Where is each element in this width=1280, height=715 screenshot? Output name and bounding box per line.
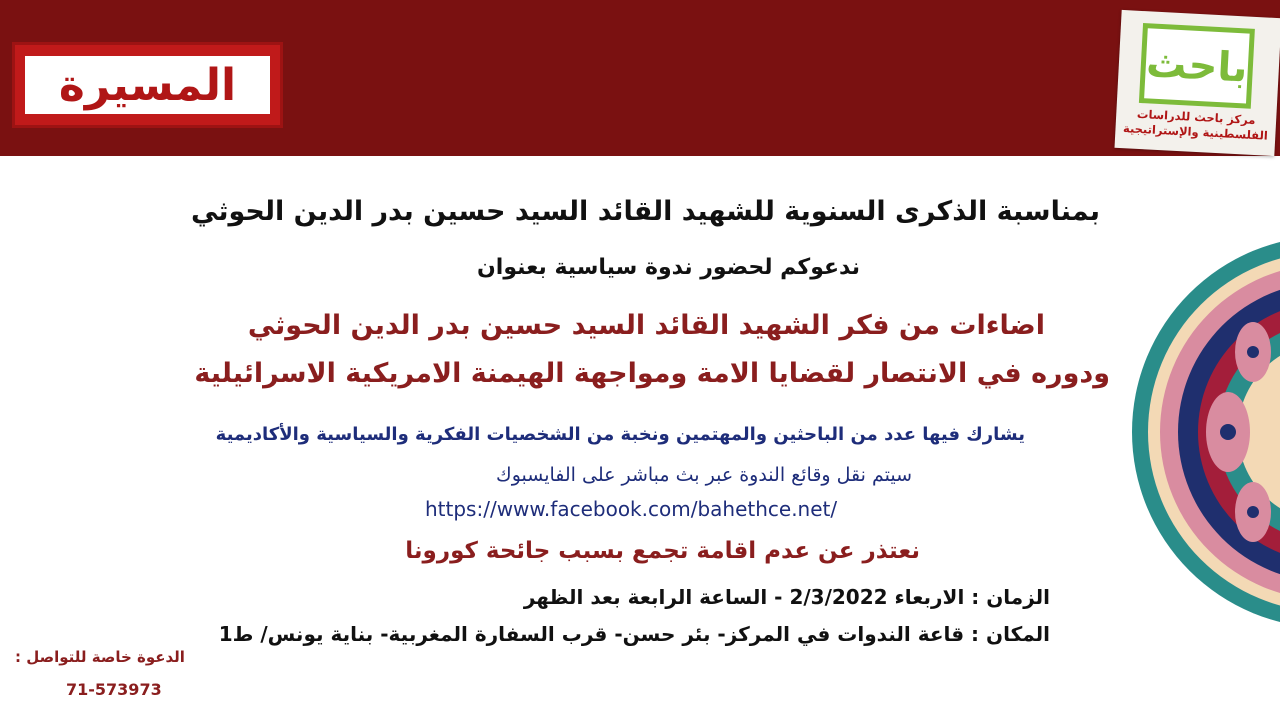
broadcast-line: سيتم نقل وقائع الندوة عبر بث مباشر على الفايسبوك (496, 464, 912, 486)
time-line: الزمان : الاربعاء 2/3/2022 - الساعة الرابعة بعد الظهر (523, 585, 1050, 609)
contact-label: الدعوة خاصة للتواصل : (15, 648, 185, 666)
baheth-caption-line-1: مركز باحث للدراسات (1136, 106, 1256, 128)
apology-line: نعتذر عن عدم اقامة تجمع بسبب جائحة كورونا (405, 538, 920, 564)
seminar-title-line-1: اضاءات من فكر الشهيد القائد السيد حسين بدر الدين الحوثي (247, 310, 1045, 341)
contact-phone: 71-573973 (66, 680, 162, 699)
almasirah-logo (12, 42, 283, 128)
seminar-title-line-2: ودوره في الانتصار لقضايا الامة ومواجهة الهيمنة الامريكية الاسرائيلية (194, 358, 1110, 389)
occasion-line: بمناسبة الذكرى السنوية للشهيد القائد السيد حسين بدر الدين الحوثي (191, 196, 1100, 227)
participants-line: يشارك فيها عدد من الباحثين والمهتمين ونخبة من الشخصيات الفكرية والسياسية والأكاديمية (215, 424, 1025, 445)
invite-line: ندعوكم لحضور ندوة سياسية بعنوان (477, 255, 860, 280)
place-line: المكان : قاعة الندوات في المركز- بئر حسن- قرب السفارة المغربية- بناية يونس/ ط1 (218, 622, 1050, 646)
baheth-caption-line-2: الفلسطينية والإستراتيجية (1122, 121, 1269, 143)
baheth-logo-mark: باحث (1139, 23, 1255, 109)
almasirah-logo-text: المسيرة (25, 56, 270, 114)
decorative-ornament (1128, 232, 1280, 632)
baheth-logo-caption (1121, 106, 1270, 144)
baheth-logo (1114, 10, 1280, 156)
facebook-url[interactable]: https://www.facebook.com/bahethce.net/ (425, 497, 838, 521)
